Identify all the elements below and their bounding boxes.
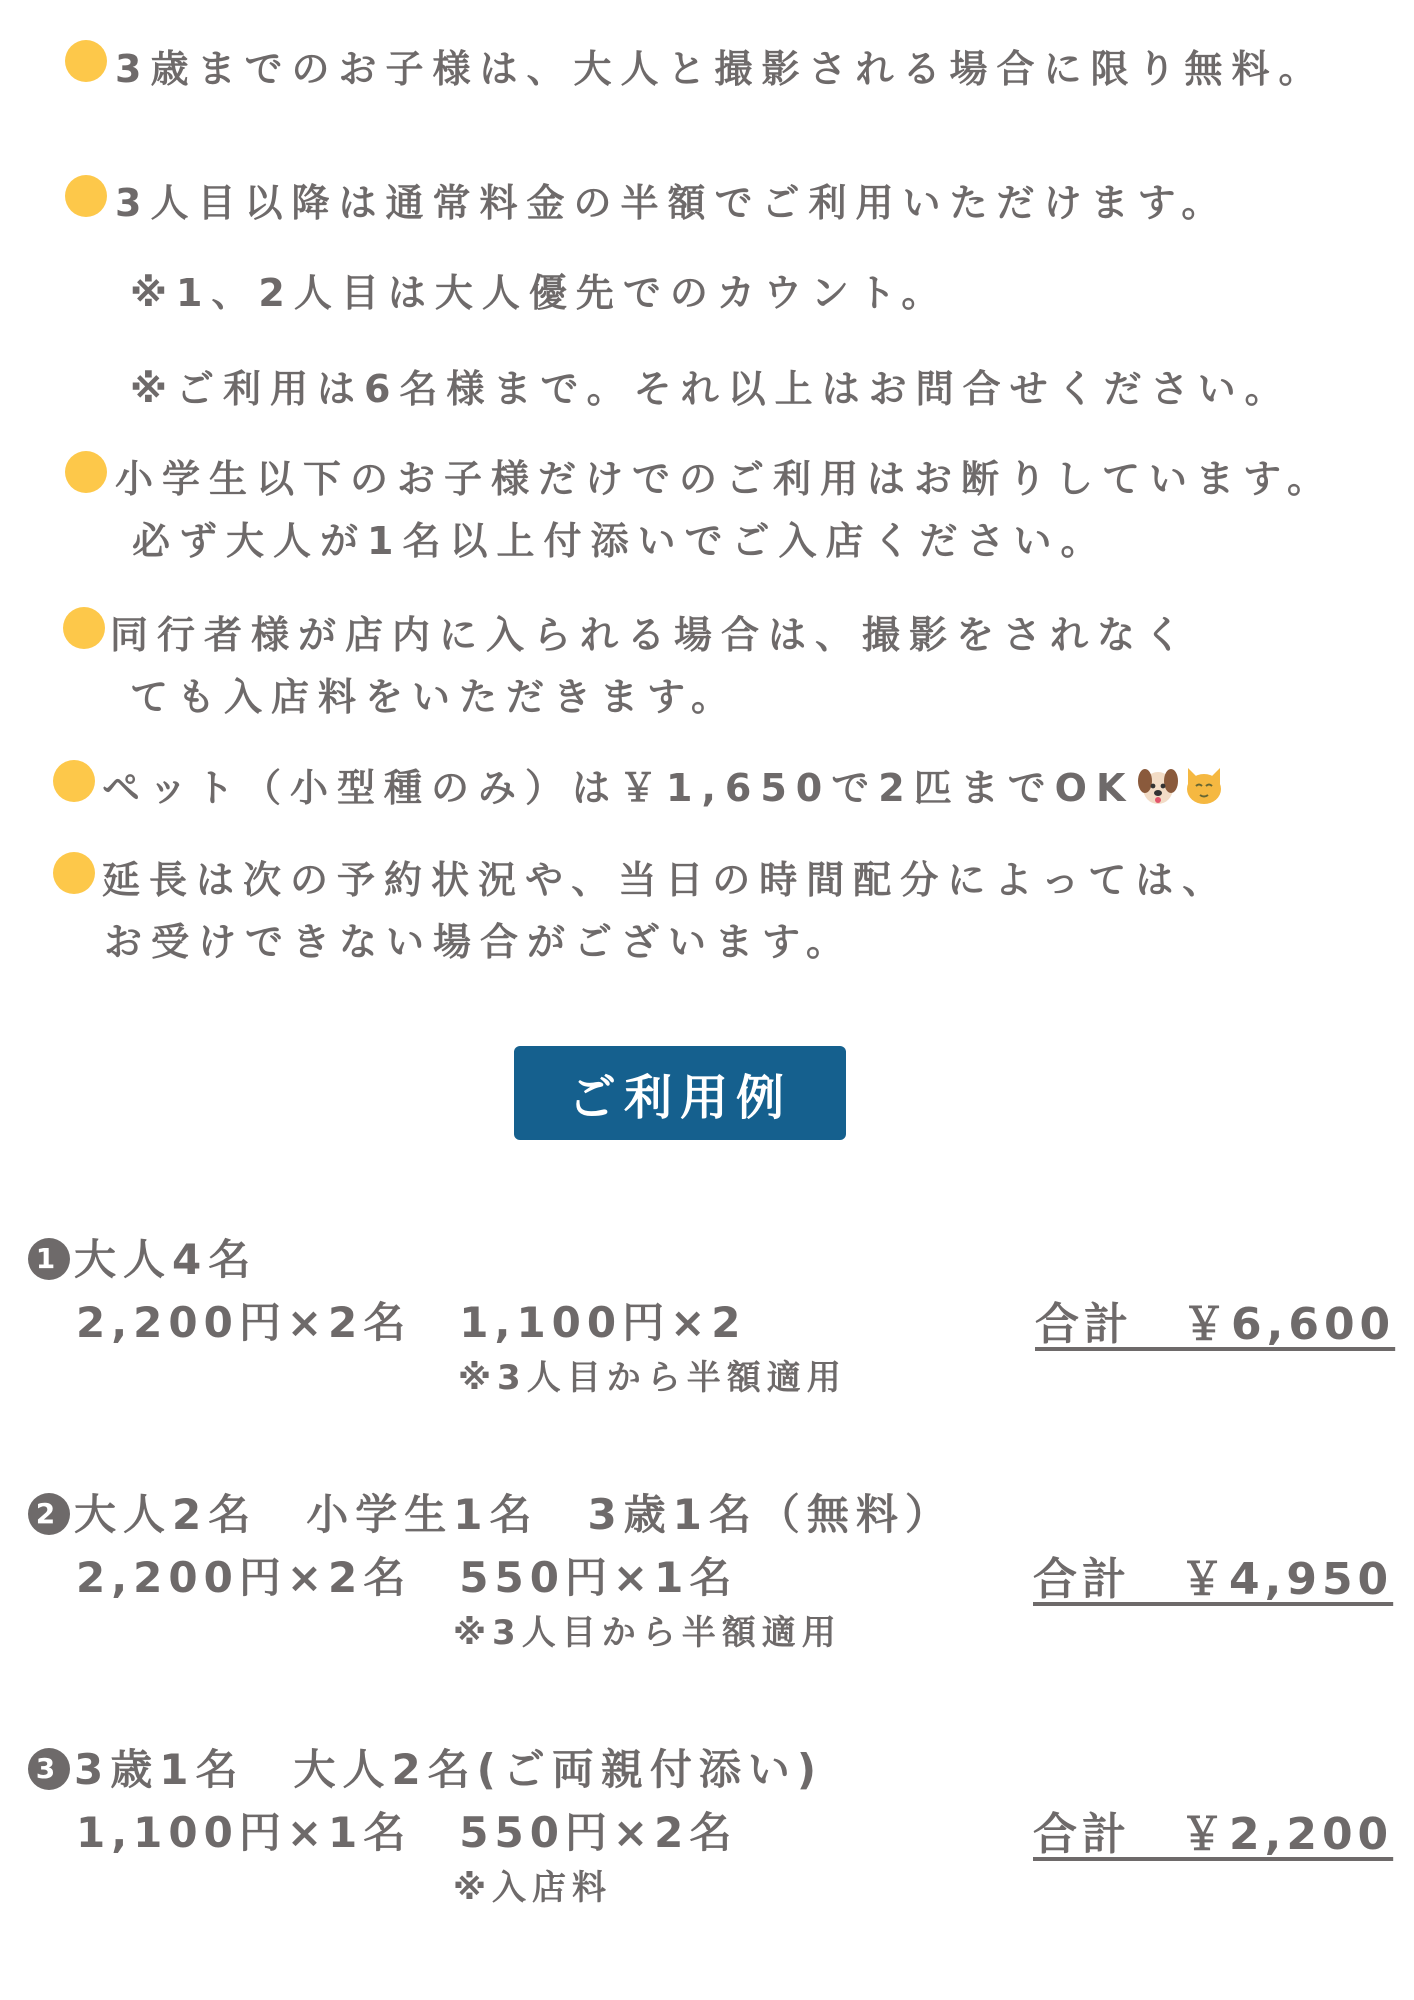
example-note: ※入店料 <box>453 1868 613 1908</box>
example-title: 3歳1名 大人2名(ご両親付添い) <box>74 1745 824 1794</box>
yellow-bullet-icon <box>65 175 107 217</box>
rule-text: 延長は次の予約状況や、当日の時間配分によっては、 <box>102 858 1230 902</box>
yellow-bullet-icon <box>65 451 107 493</box>
rule-text: 同行者様が店内に入られる場合は、撮影をされなく <box>110 613 1192 657</box>
rule-text: 3歳までのお子様は、大人と撮影される場合に限り無料。 <box>115 47 1326 91</box>
usage-example-badge: ご利用例 <box>514 1046 846 1140</box>
rule-text: お受けできない場合がございます。 <box>104 920 853 964</box>
example-calculation: 2,200円×2名 1,100円×2 <box>76 1298 747 1347</box>
example-total: 合計 ￥2,200 <box>1033 1809 1394 1860</box>
rule-note-max-six: ※ご利用は6名様まで。それ以上はお問合せください。 <box>130 367 1292 411</box>
rule-text: ても入店料をいただきます。 <box>130 675 738 719</box>
example-total: 合計 ￥4,950 <box>1033 1554 1394 1605</box>
example-number-badge: 2 <box>28 1493 70 1535</box>
example-title-row <box>28 1227 257 1287</box>
cat-face-icon <box>1182 764 1226 817</box>
rule-text: ペット（小型種のみ）は￥1,650で2匹までOK <box>102 766 1135 810</box>
yellow-bullet-icon <box>63 607 105 649</box>
example-number-badge: 1 <box>28 1238 70 1280</box>
rule-pet-line <box>102 757 1226 817</box>
rule-note-adult-priority: ※1、2人目は大人優先でのカウント。 <box>130 271 949 315</box>
example-title-row <box>28 1737 823 1797</box>
example-calculation: 1,100円×1名 550円×2名 <box>76 1808 738 1857</box>
example-title: 大人4名 <box>74 1235 258 1284</box>
yellow-bullet-icon <box>53 760 95 802</box>
rule-text: 小学生以下のお子様だけでのご利用はお断りしています。 <box>115 457 1334 501</box>
rule-text: 3人目以降は通常料金の半額でご利用いただけます。 <box>115 181 1229 225</box>
example-note: ※3人目から半額適用 <box>458 1358 847 1398</box>
example-calculation: 2,200円×2名 550円×1名 <box>76 1553 738 1602</box>
yellow-bullet-icon <box>65 40 107 82</box>
example-title-row <box>28 1482 954 1542</box>
example-total: 合計 ￥6,600 <box>1035 1299 1396 1350</box>
yellow-bullet-icon <box>53 852 95 894</box>
example-note: ※3人目から半額適用 <box>453 1613 842 1653</box>
example-title: 大人2名 小学生1名 3歳1名（無料） <box>74 1490 954 1539</box>
example-number-badge: 3 <box>28 1748 70 1790</box>
rule-text: 必ず大人が1名以上付添いでご入店ください。 <box>132 519 1108 563</box>
dog-face-icon <box>1136 764 1180 817</box>
